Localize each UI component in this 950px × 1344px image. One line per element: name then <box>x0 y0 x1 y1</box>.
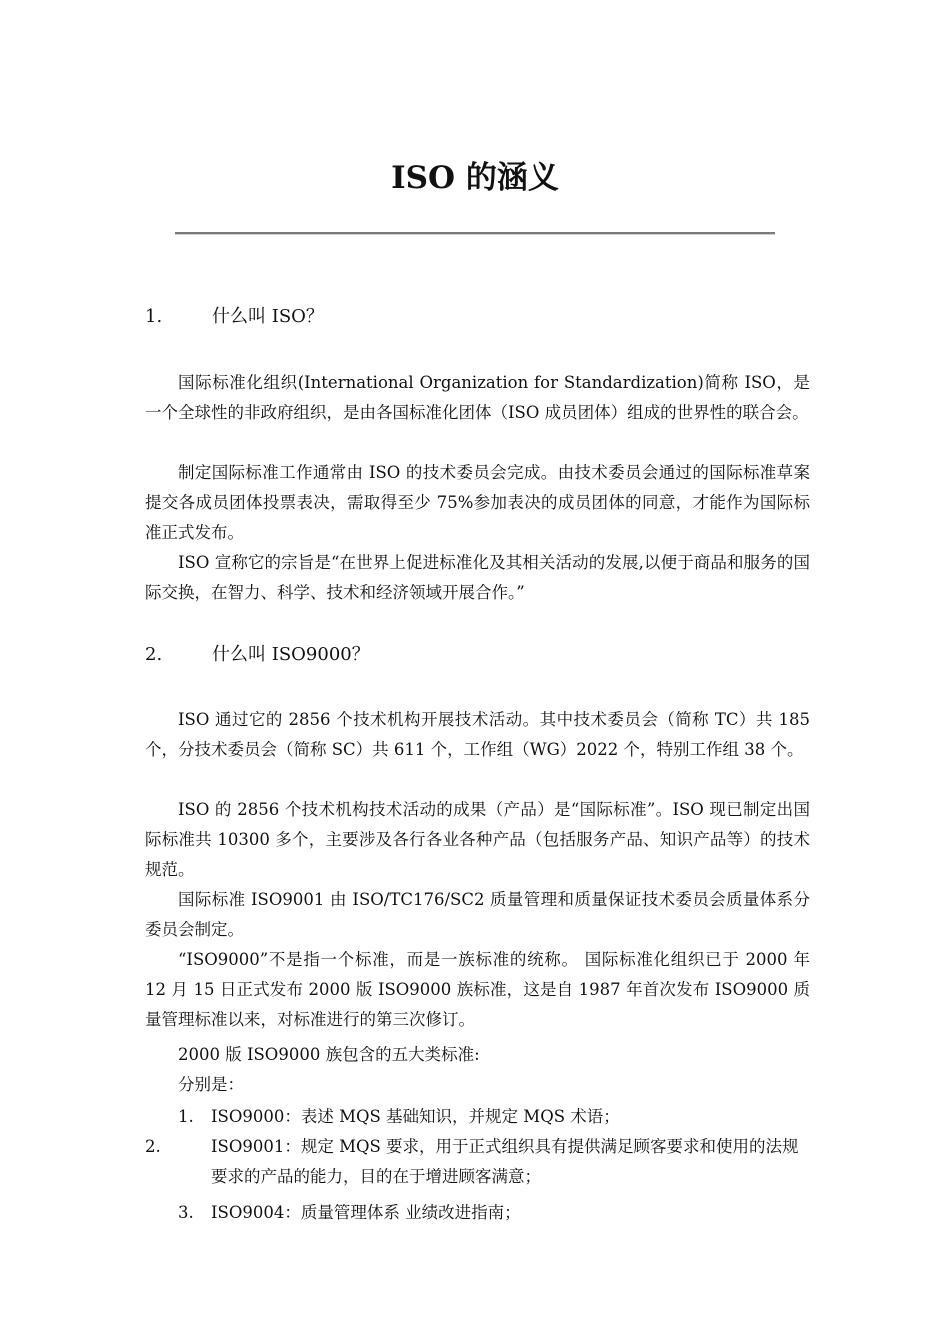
list-item-number: 3. <box>178 1203 194 1222</box>
section-heading-text: 什么叫 ISO？ <box>212 306 324 327</box>
section-number: 2. <box>145 644 163 665</box>
list-item <box>178 1102 810 1132</box>
section-number: 1. <box>145 306 163 327</box>
paragraph: 分别是： <box>178 1075 244 1094</box>
list-item-text: ISO9004：质量管理体系 业绩改进指南； <box>211 1203 521 1222</box>
paragraph: “ISO9000”不是指一个标准，而是一族标准的统称。 国际标准化组织已于 2000 年 12 月 15 日正式发布 2000 版 ISO9000 族标准，这是自 1987 年首次发布 ISO9000 质量管理标准以来，对标准进行的第三次修订。 <box>145 950 810 1029</box>
paragraph: 2000 版 ISO9000 族包含的五大类标准: <box>178 1045 480 1064</box>
title-divider <box>175 232 775 234</box>
list-item <box>145 1132 810 1192</box>
paragraph: ISO 通过它的 2856 个技术机构开展技术活动。其中技术委员会（简称 TC）共 185 个，分技术委员会（简称 SC）共 611 个，工作组（WG）2022 个，特别工作组 38 个。 <box>145 710 810 759</box>
document-title: ISO 的涵义 <box>391 160 559 196</box>
paragraph: 国际标准化组织(International Organization for Standardization)简称 ISO，是一个全球性的非政府组织，是由各国标准化团体（ISO 成员团体）组成的世界性的联合会。 <box>145 373 810 422</box>
paragraph: ISO 的 2856 个技术机构技术活动的成果（产品）是“国际标准”。ISO 现已制定出国际标准共 10300 多个，主要涉及各行各业各种产品（包括服务产品、知识产品等）的技术规范。 <box>145 800 810 879</box>
list-item-number: 1. <box>178 1107 194 1126</box>
section-heading-1 <box>145 302 324 328</box>
list-item-text: ISO9001：规定 MQS 要求，用于正式组织具有提供满足顾客要求和使用的法规要求的产品的能力，目的在于增进顾客满意； <box>211 1137 799 1186</box>
list-item <box>178 1198 810 1228</box>
paragraph: 国际标准 ISO9001 由 ISO/TC176/SC2 质量管理和质量保证技术委员会质量体系分委员会制定。 <box>145 890 810 939</box>
section-heading-text: 什么叫 ISO9000？ <box>212 644 370 665</box>
list-item-number: 2. <box>145 1137 161 1156</box>
list-item-text: ISO9000：表述 MQS 基础知识，并规定 MQS 术语； <box>211 1107 620 1126</box>
section-heading-2 <box>145 640 370 666</box>
paragraph: 制定国际标准工作通常由 ISO 的技术委员会完成。由技术委员会通过的国际标准草案提交各成员团体投票表决，需取得至少 75%参加表决的成员团体的同意，才能作为国际标准正式发布。 <box>145 463 810 542</box>
paragraph: ISO 宣称它的宗旨是“在世界上促进标准化及其相关活动的发展,以便于商品和服务的国际交换，在智力、科学、技术和经济领域开展合作。” <box>145 553 810 602</box>
